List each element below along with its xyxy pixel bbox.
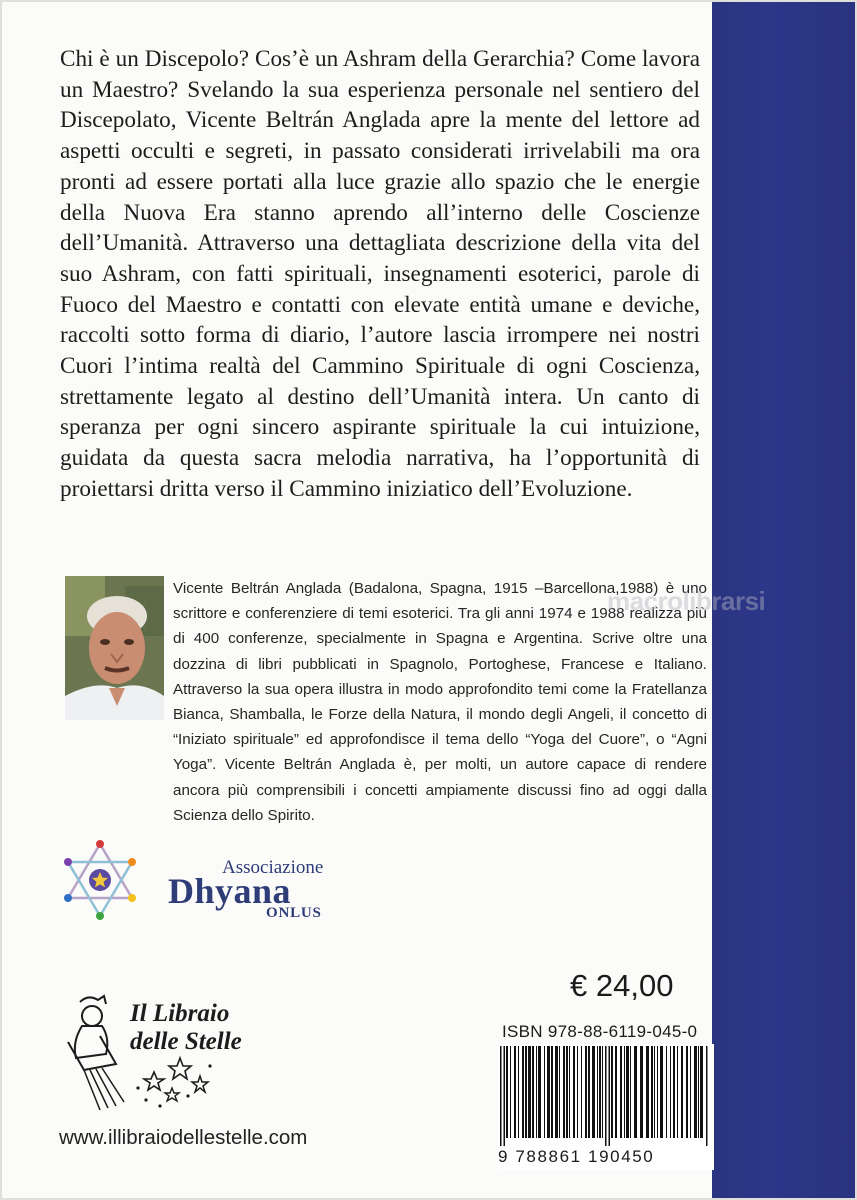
barcode-bar: [518, 1046, 519, 1138]
barcode-bar: [597, 1046, 598, 1138]
barcode-bar: [620, 1046, 622, 1138]
publisher-website: www.illibraiodellestelle.com: [59, 1126, 308, 1149]
barcode-bar: [654, 1046, 655, 1138]
barcode-bar: [504, 1046, 506, 1146]
watermark: macrolibrarsi: [607, 586, 766, 616]
barcode-bar: [551, 1046, 553, 1138]
barcode-bar: [660, 1046, 663, 1138]
barcode-bar: [544, 1046, 545, 1138]
barcode-bar: [547, 1046, 550, 1138]
barcode-bar: [555, 1046, 558, 1138]
barcode-bar: [700, 1046, 703, 1138]
barcode-bar: [588, 1046, 590, 1138]
association-suffix: ONLUS: [266, 905, 322, 921]
barcode-bar: [506, 1046, 508, 1138]
price-label: € 24,00: [570, 968, 674, 1003]
barcode-bar: [626, 1046, 629, 1138]
publisher-name-line1: Il Libraio: [130, 1000, 230, 1027]
isbn-label: ISBN 978-88-6119-045-0: [502, 1022, 698, 1041]
barcode-bar: [592, 1046, 595, 1138]
barcode-bar: [640, 1046, 643, 1138]
barcode-bar: [673, 1046, 675, 1138]
isbn-barcode: [498, 1044, 714, 1170]
barcode-bar: [670, 1046, 671, 1138]
barcode-bar: [500, 1046, 502, 1146]
association-label: Associazione: [222, 857, 324, 878]
barcode-bar: [706, 1046, 708, 1146]
barcode-bar: [677, 1046, 678, 1138]
barcode-bar: [599, 1046, 601, 1138]
book-blurb: Chi è un Discepolo? Cos’è un Ashram della Gerarchia? Come lavora un Maestro? Svelando la sua esperienza personale nel sentiero del Discepolato, Vicente Beltrán Anglada apre la mente del lettore ad aspetti occulti e segreti, in passato considerati irrivelabili ma ora pronti ad essere portati alla luce grazie allo spazio che le energie della Nuova Era stanno aprendo all’interno delle Coscienze dell’Umanità. Attraverso una dettagliata descrizione della vita del suo Ashram, con fatti spirituali, insegnamenti esoterici, parole di Fuoco del Maestro e contatti con elevate entità umane e deviche, raccolti sotto forma di diario, l’autore lascia irrompere nei nostri Cuori l’intima realtà del Cammino Spirituale di ogni Coscienza, strettamente legato al destino dell’Umanità intera. Un canto di speranza per ogni sincero aspirante spirituale la cui intuizione, guidata da questa sacra melodia narrativa, ha l’opportunità di proiettarsi dritta verso il Cammino iniziatico dell’Evoluzione.: [60, 46, 700, 502]
barcode-bars: [498, 1046, 714, 1146]
barcode-bar: [559, 1046, 560, 1138]
barcode-bar: [651, 1046, 653, 1138]
barcode-bar: [698, 1046, 699, 1138]
barcode-bar: [605, 1046, 607, 1146]
barcode-bar: [522, 1046, 524, 1138]
barcode-digits: 9 788861 190450: [498, 1147, 655, 1166]
author-biography: Vicente Beltrán Anglada (Badalona, Spagna, 1915 –Barcellona,1988) è uno scrittore e conferenziere di temi esoterici. Tra gli anni 1974 e 1988 realizza più di 400 conferenze, specialmente in Spagna e Argentina. Scrive oltre una dozzina di libri pubblicati in Spagnolo, Portoghese, Francese e Italiano. Attraverso la sua opera illustra in modo approfondito temi come la Fratellanza Bianca, Shamballa, le Forze della Natura, il mondo degli Angeli, il concetto di “Iniziato spirituale” ed approfondisce il tema dello “Yoga del Cuore”, o “Agni Yoga”. Vicente Beltrán Anglada è, per molti, un autore capace di rendere ancora più comprensibili i concetti ampiamente discussi fino ad oggi dalla Scienza dello Spirito.: [173, 580, 707, 824]
barcode-bar: [538, 1046, 541, 1138]
barcode-bar: [514, 1046, 516, 1138]
barcode-bar: [624, 1046, 625, 1138]
barcode-bar: [573, 1046, 575, 1138]
barcode-bar: [694, 1046, 697, 1138]
barcode-bar: [566, 1046, 568, 1138]
publisher-name: [130, 1000, 242, 1056]
barcode-bar: [609, 1046, 611, 1146]
barcode-bar: [657, 1046, 658, 1138]
association-star-logo: [60, 840, 140, 920]
barcode-bar: [528, 1046, 531, 1138]
barcode-bar: [581, 1046, 582, 1138]
barcode-bar: [615, 1046, 617, 1138]
barcode-bar: [532, 1046, 534, 1138]
barcode-bar: [646, 1046, 649, 1138]
barcode-bar: [510, 1046, 511, 1138]
barcode-bar: [569, 1046, 570, 1138]
barcode-bar: [585, 1046, 587, 1138]
author-photo: [65, 576, 164, 720]
barcode-bar: [602, 1046, 603, 1138]
barcode-bar: [563, 1046, 565, 1138]
barcode-bar: [611, 1046, 613, 1138]
barcode-bar: [634, 1046, 637, 1138]
barcode-bar: [536, 1046, 537, 1138]
barcode-bar: [525, 1046, 527, 1138]
association-title: Dhyana: [168, 871, 292, 911]
barcode-bar: [686, 1046, 688, 1138]
barcode-bar: [666, 1046, 667, 1138]
barcode-bar: [681, 1046, 683, 1138]
barcode-bar: [690, 1046, 691, 1138]
barcode-bar: [577, 1046, 578, 1138]
publisher-name-line2: delle Stelle: [130, 1028, 242, 1055]
barcode-bar: [630, 1046, 631, 1138]
